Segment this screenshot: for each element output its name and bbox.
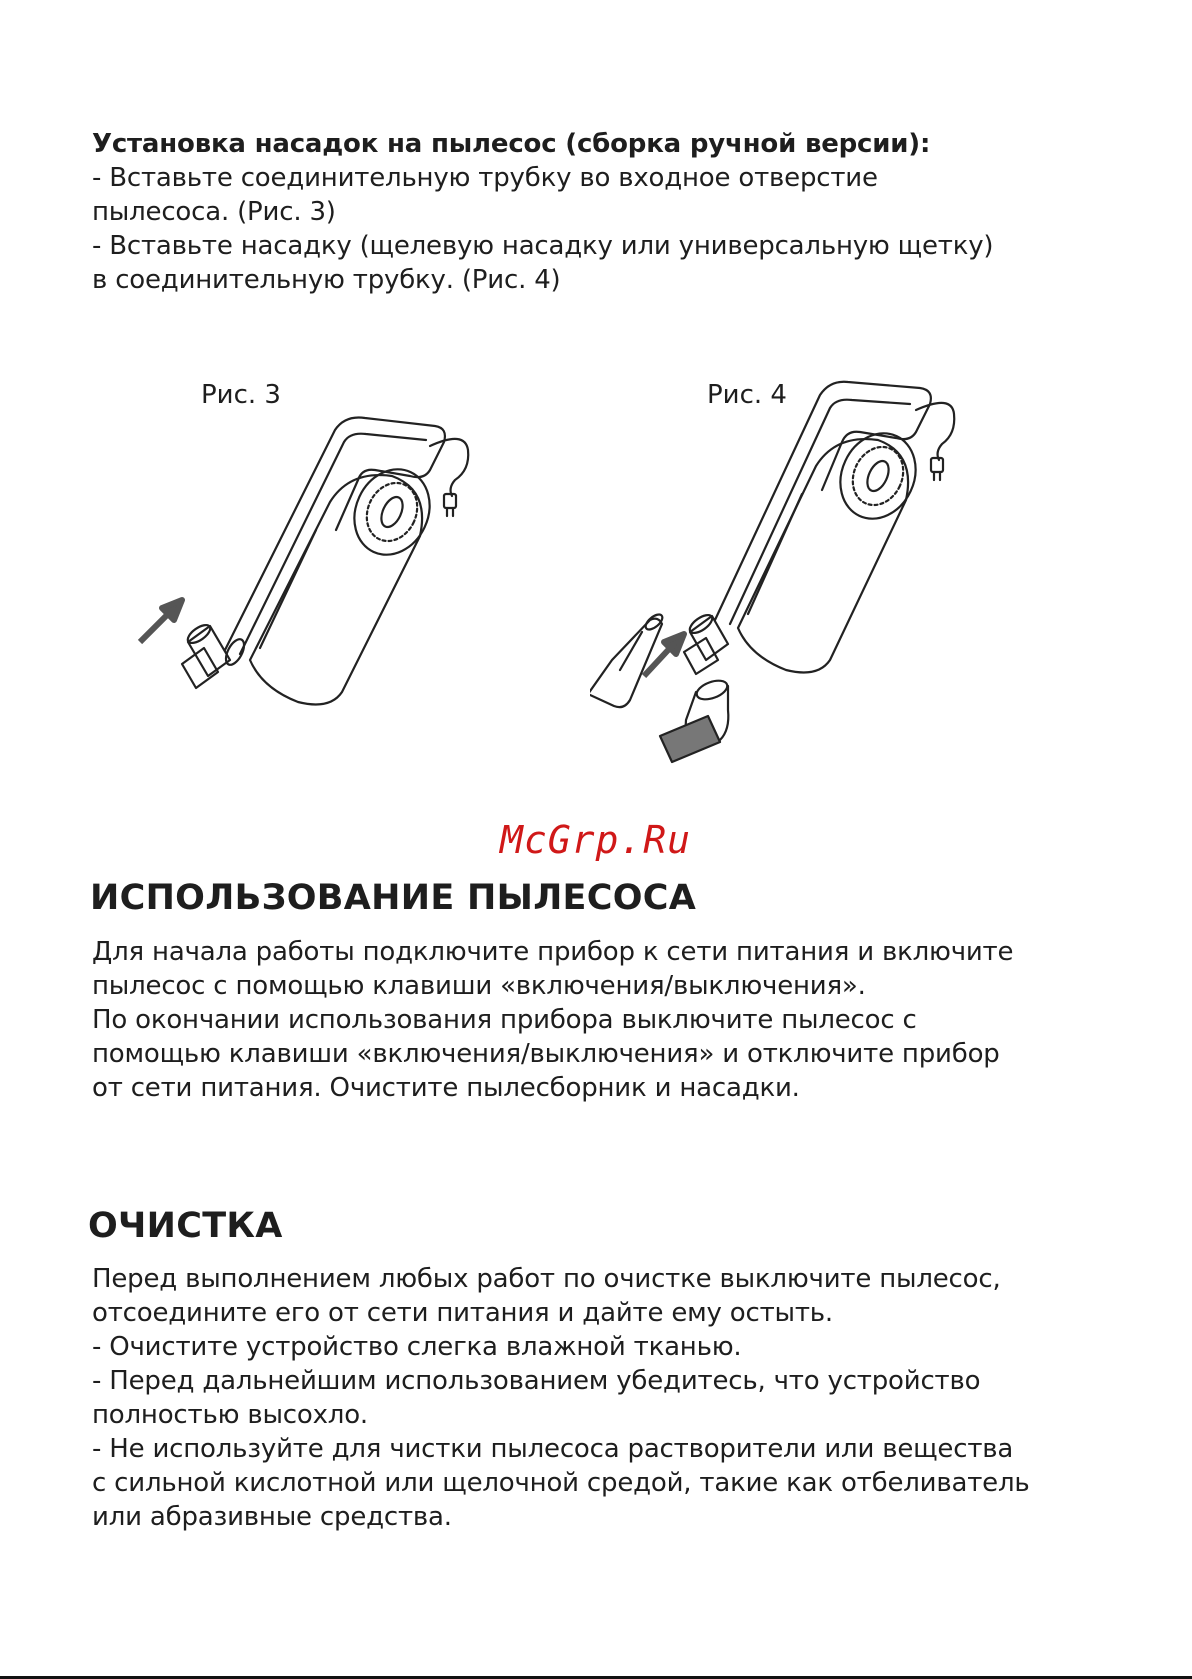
usage-line: пылесос с помощью клавиши «включения/выключения». <box>92 971 866 1001</box>
figure-4-illustration <box>590 370 1070 810</box>
intro-line: - Вставьте соединительную трубку во входное отверстие <box>92 163 878 193</box>
usage-line: По окончании использования прибора выключите пылесос с <box>92 1005 917 1035</box>
intro-title: Установка насадок на пылесос (сборка ручной версии): <box>92 129 931 159</box>
intro-section <box>92 127 1112 297</box>
cleaning-line: - Не используйте для чистки пылесоса растворители или вещества <box>92 1434 1014 1464</box>
figure-3-label: Рис. 3 <box>201 380 281 410</box>
intro-line: пылесоса. (Рис. 3) <box>92 197 336 227</box>
intro-line: - Вставьте насадку (щелевую насадку или универсальную щетку) <box>92 231 994 261</box>
cleaning-line: - Очистите устройство слегка влажной тканью. <box>92 1332 742 1362</box>
usage-line: Для начала работы подключите прибор к сети питания и включите <box>92 937 1014 967</box>
usage-section <box>92 935 1112 1105</box>
intro-line: в соединительную трубку. (Рис. 4) <box>92 265 561 295</box>
cleaning-line: - Перед дальнейшим использованием убедитесь, что устройство <box>92 1366 981 1396</box>
usage-line: от сети питания. Очистите пылесборник и насадки. <box>92 1073 800 1103</box>
watermark: McGrp.Ru <box>500 818 692 862</box>
usage-heading: ИСПОЛЬЗОВАНИЕ ПЫЛЕСОСА <box>90 878 697 918</box>
figure-4-label: Рис. 4 <box>707 380 787 410</box>
cleaning-line: или абразивные средства. <box>92 1502 452 1532</box>
figure-3-illustration <box>130 410 530 730</box>
cleaning-heading: ОЧИСТКА <box>88 1206 283 1246</box>
cleaning-line: полностью высохло. <box>92 1400 368 1430</box>
cleaning-line: отсоедините его от сети питания и дайте ему остыть. <box>92 1298 833 1328</box>
cleaning-line: с сильной кислотной или щелочной средой, такие как отбеливатель <box>92 1468 1030 1498</box>
cleaning-line: Перед выполнением любых работ по очистке выключите пылесос, <box>92 1264 1001 1294</box>
usage-line: помощью клавиши «включения/выключения» и отключите прибор <box>92 1039 1000 1069</box>
cleaning-section <box>92 1262 1112 1534</box>
